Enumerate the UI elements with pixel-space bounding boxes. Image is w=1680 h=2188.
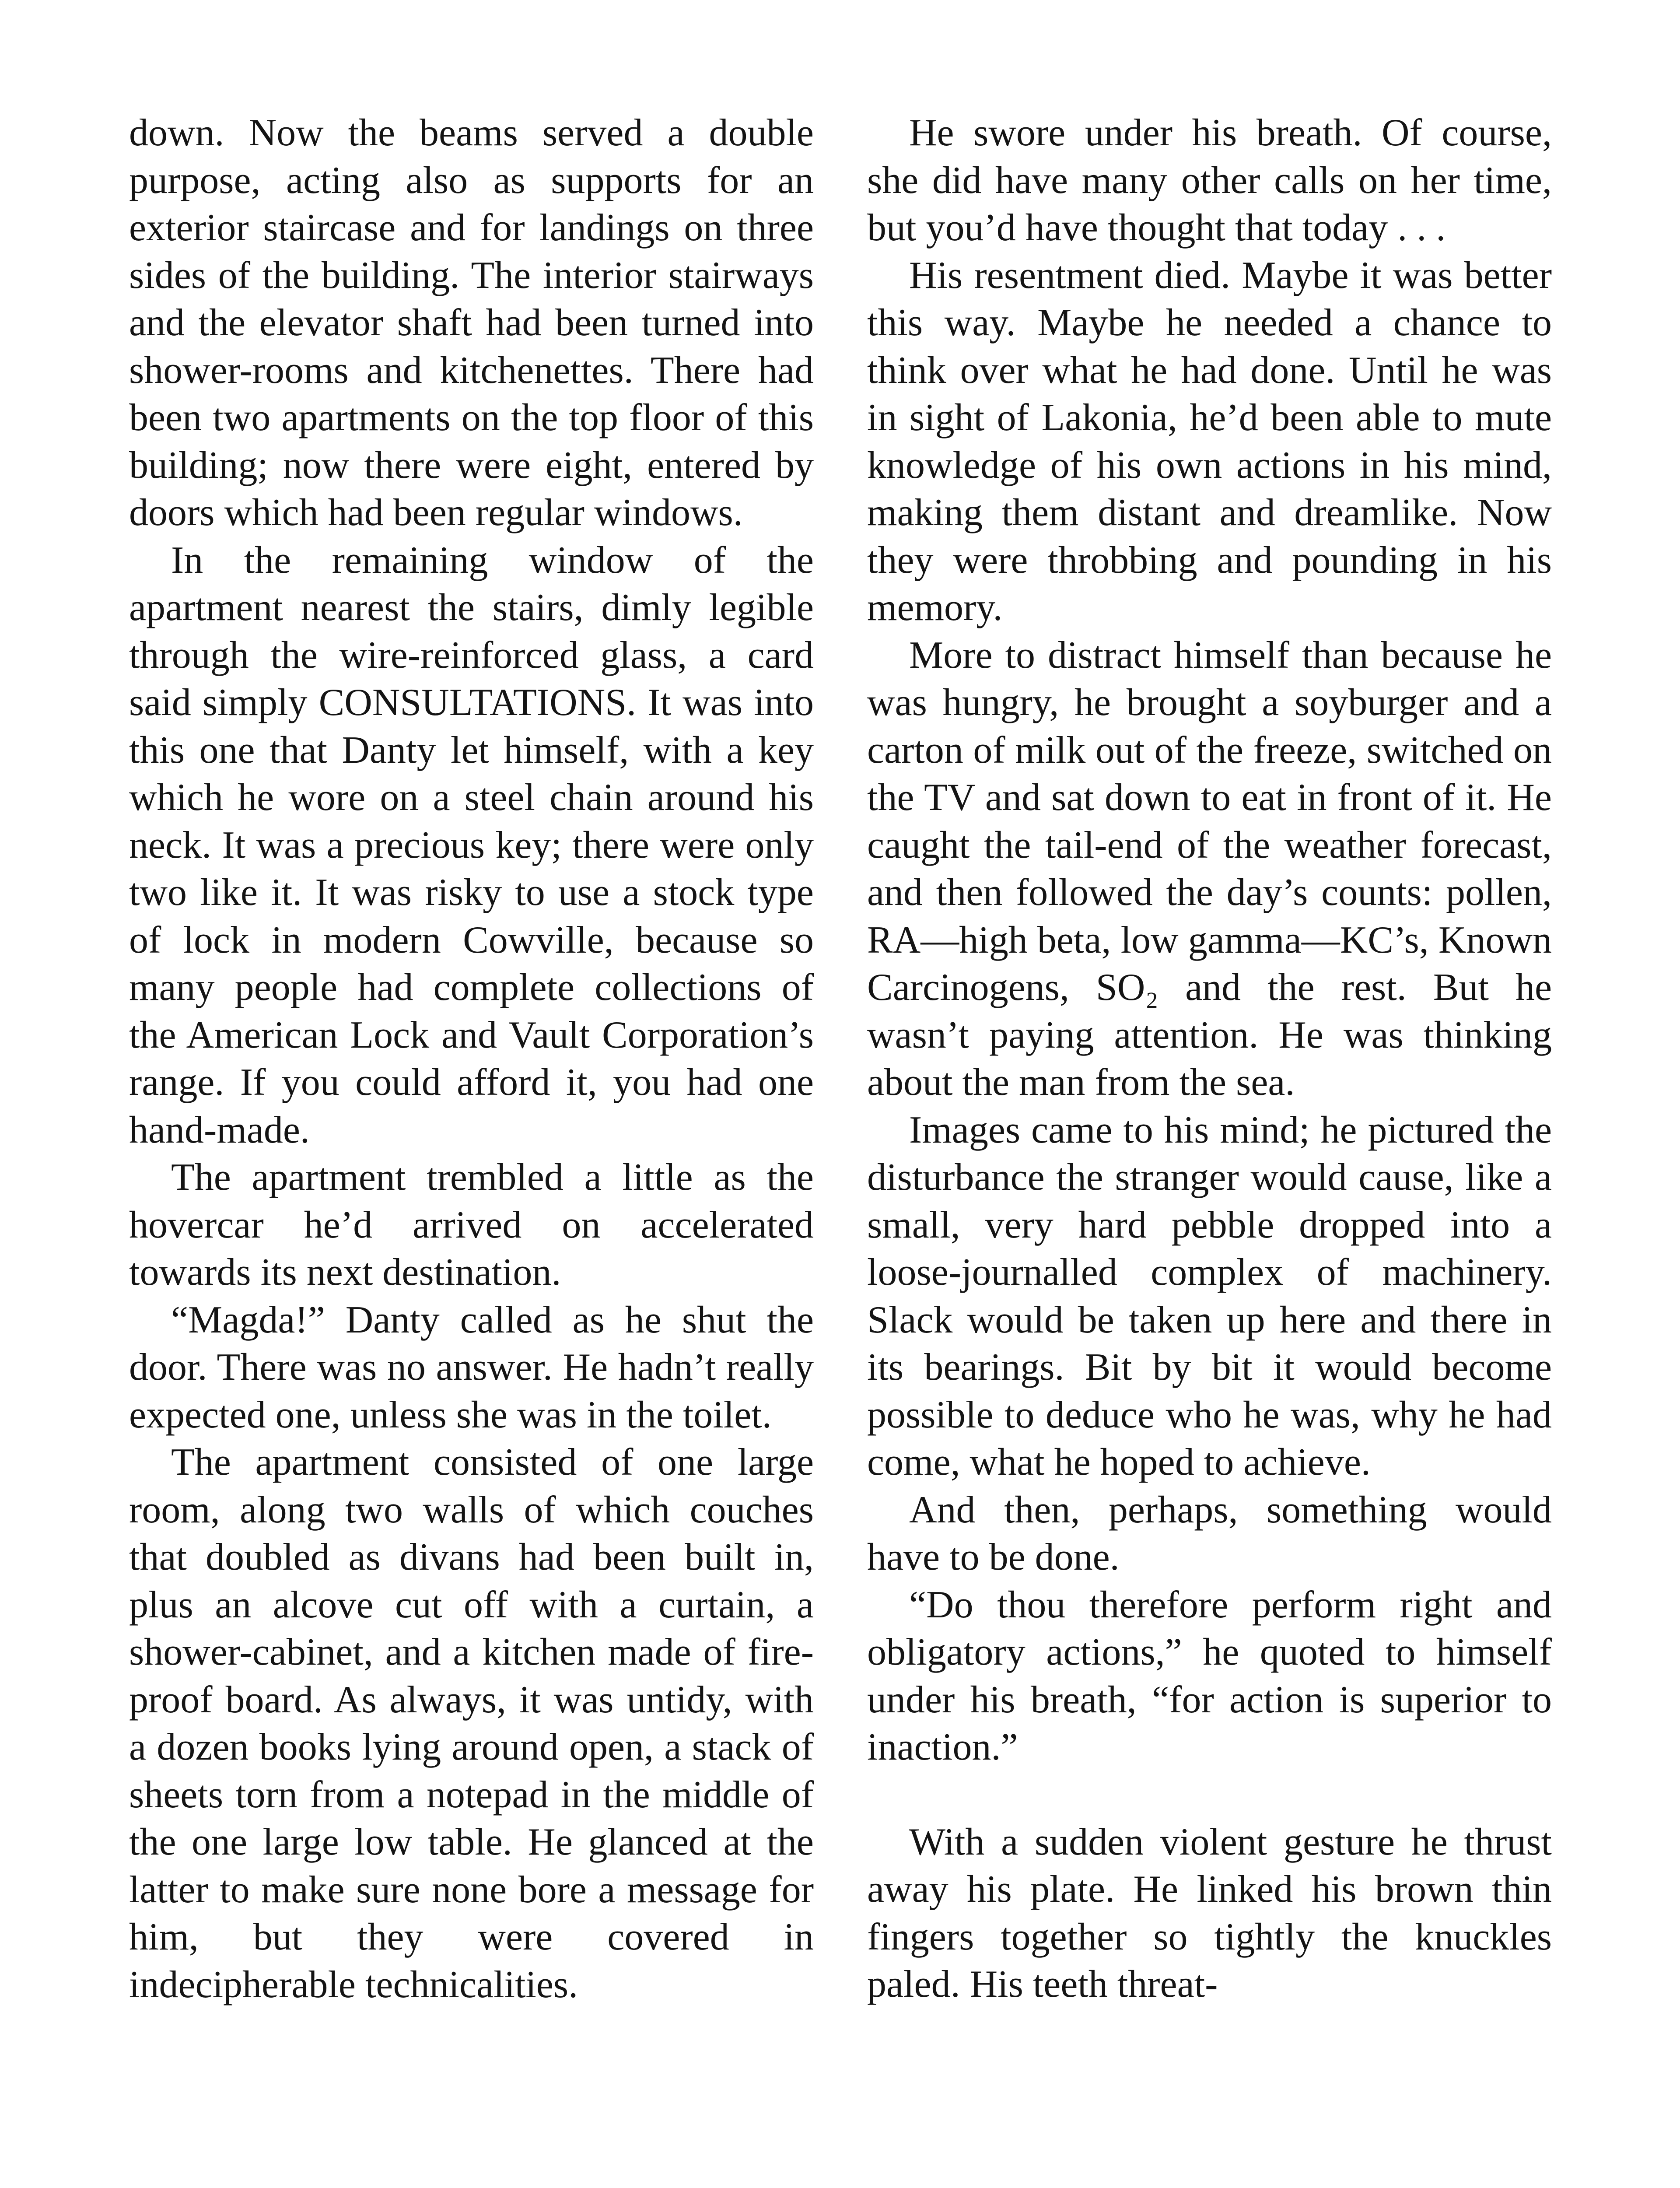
paragraph: Images came to his mind; he pictured the disturbance the stranger would cause, like a small, very hard pebble dropped into a loose-journalled complex of machinery. Slack would be taken up here and there in its bearings. Bit by bit it would become possible to deduce who he was, why he had come, what he hoped to achieve. [867,1108,1552,1483]
paragraph: He swore under his breath. Of course, she did have many other calls on her time, but you’d have thought that today . . . [867,112,1552,249]
left-text-column [129,109,814,2009]
paragraph: In the remaining window of the apartment nearest the stairs, dimly legible through the wire-reinforced glass, a card said simply CONSULTATIONS. It was into this one that Danty let himself, with a key which he wore on a steel chain around his neck. It was a precious key; there were only two like it. It was risky to use a stock type of lock in modern Cowville, because so many people had complete collections of the American Lock and Vault Corporation’s range. If you could afford it, you had one hand-made. [129,539,814,1151]
paragraph: down. Now the beams served a double purpose, acting also as supports for an exterior staircase and for landings on three sides of the building. The interior stairways and the elevator shaft had been turned into shower-rooms and kitchenettes. There had been two apartments on the top floor of this building; now there were eight, entered by doors which had been regular windows. [129,112,814,534]
paragraph: With a sudden violent gesture he thrust away his plate. He linked his brown thin fingers together so tightly the knuckles paled. His teeth threat- [867,1820,1552,2006]
paragraph: “Magda!” Danty called as he shut the door. There was no answer. He hadn’t really expected one, unless she was in the toilet. [129,1298,814,1436]
right-text-column [867,109,1552,2009]
paragraph: The apartment trembled a little as the hovercar he’d arrived on accelerated towards its next destination. [129,1156,814,1294]
paragraph: The apartment consisted of one large room, along two walls of which couches that doubled as divans had been built in, plus an alcove cut off with a curtain, a shower-cabinet, and a kitchen made of fire-proof board. As always, it was untidy, with a dozen books lying around open, a stack of sheets torn from a notepad in the middle of the one large low table. He glanced at the latter to make sure none bore a message for him, but they were covered in indecipherable technicalities. [129,1441,814,2006]
paragraph: “Do thou therefore perform right and obligatory actions,” he quoted to himself under his breath, “for action is superior to inaction.” [867,1583,1552,1768]
paragraph: More to distract himself than because he was hungry, he brought a soyburger and a carton of milk out of the freeze, switched on the TV and sat down to eat in front of it. He caught the tail-end of the weather forecast, and then followed the day’s counts: pollen, RA—high beta, low gamma—KC’s, Known Carcinogens, SO₂ and the rest. But he wasn’t paying attention. He was thinking about the man from the sea. [867,634,1552,1104]
paragraph: And then, perhaps, something would have to be done. [867,1488,1552,1578]
paragraph: His resentment died. Maybe it was better this way. Maybe he needed a chance to think over what he had done. Until he was in sight of Lakonia, he’d been able to mute knowledge of his own actions in his mind, making them distant and dreamlike. Now they were throbbing and pounding in his memory. [867,254,1552,629]
